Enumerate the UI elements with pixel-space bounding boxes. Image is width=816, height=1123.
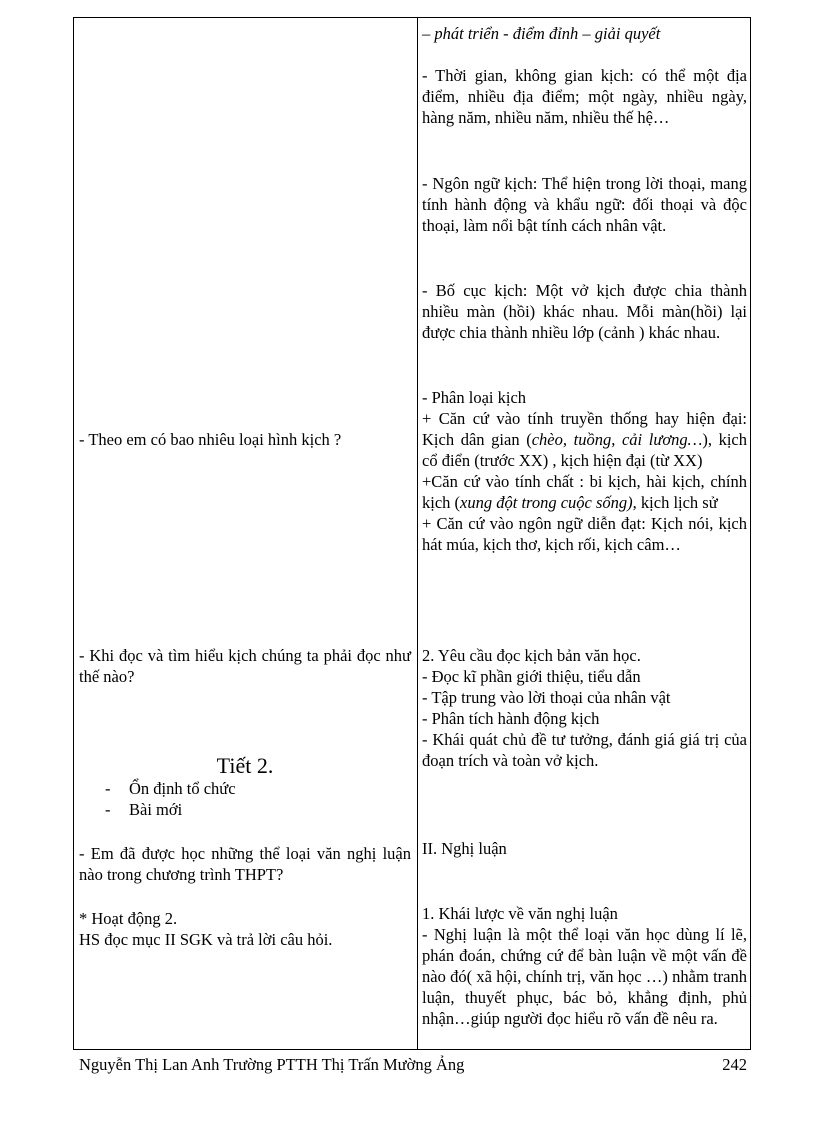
reading-requirements <box>422 645 747 771</box>
classify-2-post: kịch lịch sử <box>640 493 718 512</box>
question-kinds: - Theo em có bao nhiêu loại hình kịch ? <box>79 430 342 449</box>
read-item: - Tập trung vào lời thoại của nhân vật <box>422 688 671 707</box>
classify-3: + Căn cứ vào ngôn ngữ diễn đạt: Kịch nói, kịch hát múa, kịch thơ, kịch rối, kịch câm… <box>422 514 747 554</box>
activity-title: * Hoạt động 2. <box>79 909 178 928</box>
classify-1 <box>422 408 747 471</box>
structure-tail-text: – phát triển - điểm đỉnh – giải quyết <box>422 24 661 43</box>
lesson-table <box>73 17 751 1050</box>
classify-1-pre: + Căn cứ vào tính truyền thống hay hiện đại: Kịch dân gian ( <box>422 409 747 449</box>
classify-2-pre: +Căn cứ vào tính chất : bi kịch, hài kịch, chính kịch ( <box>422 472 747 512</box>
read-item: - Phân tích hành động kịch <box>422 709 600 728</box>
page-number: 242 <box>722 1055 747 1074</box>
classify-2-italic: xung đột trong cuộc sống), <box>460 493 637 512</box>
page-footer <box>79 1054 747 1076</box>
tiet2-item: - Bài mới <box>79 799 411 820</box>
tiet2-title: Tiết 2. <box>216 753 274 778</box>
classification <box>422 387 747 555</box>
tiet2-item: - Ổn định tổ chức <box>79 778 411 799</box>
classify-2 <box>422 471 747 513</box>
overview-title: 1. Khái lược về văn nghị luận <box>422 904 618 923</box>
classify-1-italic: chèo, tuồng, cải lương… <box>531 430 703 449</box>
overview-text: - Nghị luận là một thể loại văn học dùng lí lẽ, phán đoán, chứng cứ để bàn luận về một vấn đề nào đó( xã hội, chính trị, văn học …) nhằm tranh luận, thuyết phục, bác bỏ, khẳng định, phủ nhận…giúp người đọc hiểu rõ vấn đề nêu ra. <box>422 925 747 1028</box>
language <box>422 173 747 236</box>
layout-text: - Bố cục kịch: Một vở kịch được chia thành nhiều màn (hồi) khác nhau. Mỗi màn(hồi) lại được chia thành nhiều lớp (cảnh ) khác nhau. <box>422 281 747 342</box>
classify-1-post: ), kịch cổ điển (trước XX) , kịch hiện đại (từ XX) <box>422 430 747 470</box>
question-genres-text: - Em đã được học những thể loại văn nghị luận nào trong chương trình THPT? <box>79 844 411 884</box>
activity-text: HS đọc mục II SGK và trả lời câu hỏi. <box>79 930 333 949</box>
footer-author: Nguyễn Thị Lan Anh Trường PTTH Thị Trấn Mường Ảng <box>79 1055 465 1074</box>
tiet2-list <box>79 778 411 820</box>
question-read-text: - Khi đọc và tìm hiểu kịch chúng ta phải đọc như thế nào? <box>79 646 411 686</box>
time-space <box>422 65 747 128</box>
time-space-text: - Thời gian, không gian kịch: có thể một địa điểm, nhiều địa điểm; một ngày, nhiều ngày, hàng năm, nhiều năm, nhiều thế hệ… <box>422 66 747 127</box>
structure-tail <box>422 23 747 44</box>
question-read <box>79 645 411 687</box>
read-item: - Đọc kĩ phần giới thiệu, tiểu dẫn <box>422 667 641 686</box>
overview <box>422 903 747 1029</box>
column-divider <box>417 18 418 1049</box>
read-title: 2. Yêu cầu đọc kịch bản văn học. <box>422 646 641 665</box>
question-genres <box>79 843 411 885</box>
layout <box>422 280 747 343</box>
classify-title: - Phân loại kịch <box>422 388 527 407</box>
section-2-title: II. Nghị luận <box>422 839 507 858</box>
read-item: - Khái quát chủ đề tư tưởng, đánh giá giá trị của đoạn trích và toàn vở kịch. <box>422 730 747 770</box>
activity-2 <box>79 908 411 950</box>
language-text: - Ngôn ngữ kịch: Thể hiện trong lời thoại, mang tính hành động và khẩu ngữ: đối thoại và độc thoại, làm nổi bật tính cách nhân vật. <box>422 174 747 235</box>
